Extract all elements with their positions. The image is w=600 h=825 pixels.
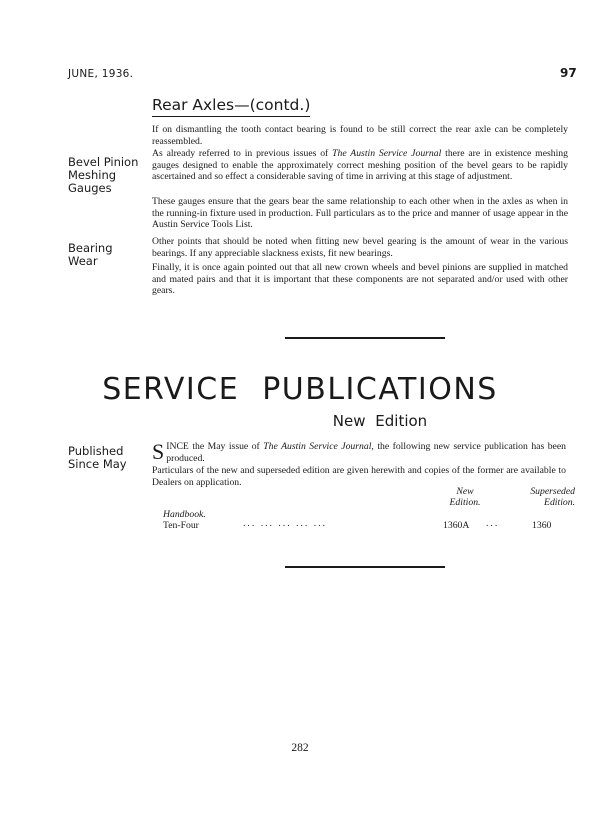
bearing-paragraph-1: Other points that should be noted when fitting new bevel gearing is the amount of wear in the various bearings. If any appreciable slackness exists, fit new bearings. [152,236,568,259]
row-mid-dots: ... [486,518,500,529]
bevel-paragraph-2: These gauges ensure that the gears bear the same relationship to each other when in the axles as when in the running-in fixture used in production. Full particulars as to the price and manner of usage appear in the Austin Service Tools List. [152,196,568,231]
side-label-published [68,445,127,471]
row-leader-dots: ... ... ... ... ... [243,518,328,529]
col-header-line: Edition. [544,497,575,508]
side-label-line: Meshing [68,168,117,182]
pub-para-text: the May issue of [188,441,264,452]
side-label-line: Published [68,444,124,458]
lead-word: INCE [166,441,189,452]
section-title-rear-axles: Rear Axles—(contd.) [152,96,310,117]
side-label-line: Wear [68,254,98,268]
bevel-paragraph-1 [152,148,568,183]
section-divider [285,337,445,339]
bevel-para-text: As already referred to in previous issues of [152,148,333,159]
footer-page-number: 282 [291,742,309,754]
drop-cap: S [152,439,165,464]
side-label-line: Since May [68,457,127,471]
section-divider [285,566,445,568]
col-header-line: Superseded [530,486,575,497]
pub-para-text: the following new service publication has been produced. [166,441,566,464]
service-publications-subtitle: New Edition [332,412,428,430]
row-superseded-edition: 1360 [532,520,552,531]
publications-paragraph-1 [152,441,566,464]
rear-axles-intro: If on dismantling the tooth contact bearing is found to be still correct the rear axle can be completely reassembled. [152,124,568,147]
side-label-bearing-wear [68,242,113,268]
journal-title: The Austin Service Journal [332,148,442,159]
bevel-para-text: there are in existence meshing gauges designed to enable the approximately correct meshing position of the bevel gears to be rapidly ascertained and so effect a considerable saving of time in arriving at this stage of adjustment. [152,148,568,183]
header-date: JUNE, 1936. [68,68,134,80]
row-new-edition: 1360A [443,520,470,531]
side-label-line: Bevel Pinion [68,155,139,169]
side-label-line: Gauges [68,181,112,195]
col-header-new [440,486,490,508]
side-label-line: Bearing [68,241,113,255]
col-header-superseded [505,486,575,508]
table-row-header: Handbook. [163,509,206,520]
publications-paragraph-2: Particulars of the new and superseded edition are given herewith and copies of the former are available to Dealers on application. [152,465,566,488]
side-label-bevel-pinion [68,156,138,195]
col-header-line: New [456,486,474,497]
header-page-number: 97 [560,66,577,80]
service-publications-title: SERVICE PUBLICATIONS [102,372,498,407]
bearing-paragraph-2: Finally, it is once again pointed out that all new crown wheels and bevel pinions are supplied in matched and mated pairs and that it is important that these components are not separated and/or used with other gears. [152,262,568,297]
col-header-line: Edition. [449,497,481,508]
row-name: Ten-Four [163,520,199,531]
journal-title: The Austin Service Journal, [263,441,374,452]
